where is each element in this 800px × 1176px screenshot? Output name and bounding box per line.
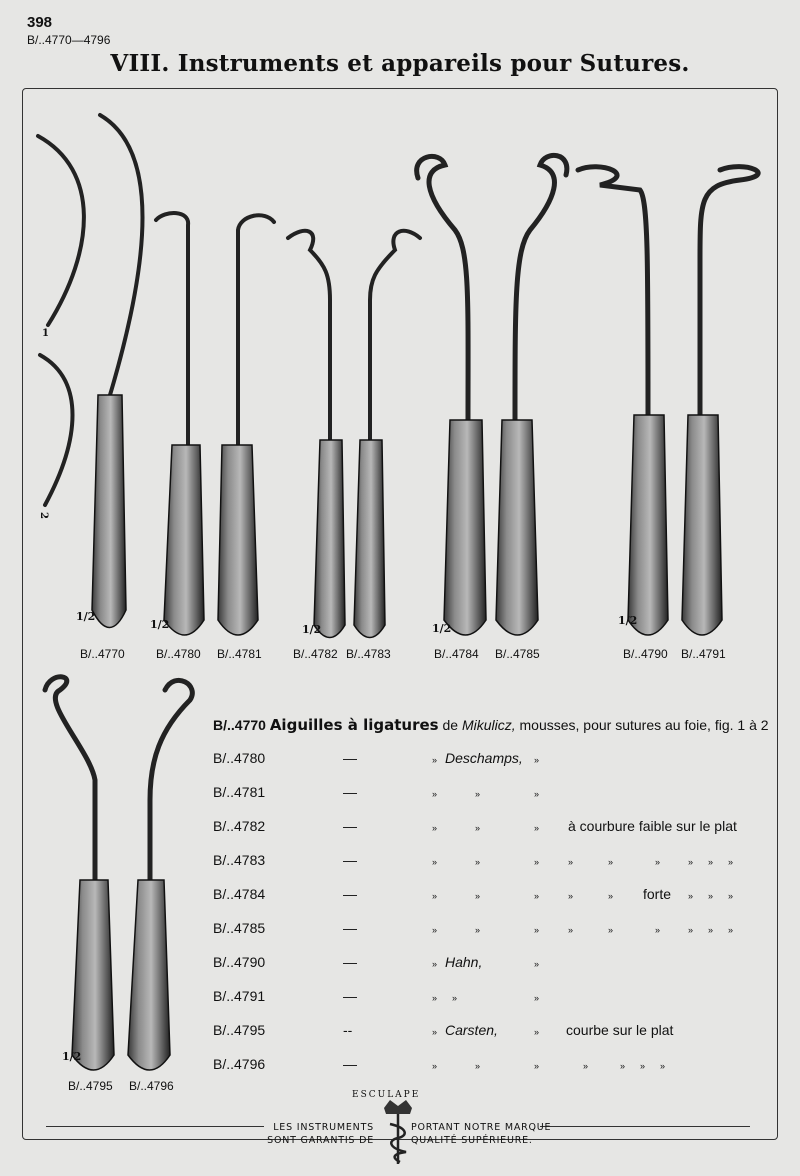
- handle-4783: [354, 440, 385, 638]
- handle-4770: [92, 395, 126, 628]
- label-4784: B/..4784: [434, 647, 479, 661]
- ref-4783: B/..4783: [213, 852, 266, 868]
- footer-rule-left: [46, 1126, 264, 1127]
- ditto: »: [708, 891, 714, 901]
- needle-fig1: [38, 136, 84, 325]
- ditto: »: [608, 891, 614, 901]
- ditto: »: [534, 925, 540, 935]
- page-number: 398: [27, 14, 53, 31]
- preposition-de: de: [442, 717, 459, 733]
- page-range: B/..4770—4796: [27, 33, 111, 47]
- dash-4782: —: [343, 818, 357, 834]
- desc-4782: à courbure faible sur le plat: [568, 818, 737, 834]
- author-hahn: Hahn,: [445, 954, 483, 970]
- ref-4791: B/..4791: [213, 988, 266, 1004]
- ditto: »: [475, 789, 481, 799]
- ditto: »: [568, 891, 574, 901]
- scale-half-4770: 1/2: [76, 610, 96, 623]
- ditto: »: [534, 993, 540, 1003]
- label-4796: B/..4796: [129, 1079, 174, 1093]
- ditto: »: [534, 755, 540, 765]
- ditto: »: [475, 891, 481, 901]
- ref-4782: B/..4782: [213, 818, 266, 834]
- ditto: »: [534, 891, 540, 901]
- dash-4783: —: [343, 852, 357, 868]
- footer-right-line2: QUALITÉ SUPÉRIEURE.: [411, 1135, 533, 1146]
- ditto: »: [534, 1061, 540, 1071]
- scale-half-4795: 1/2: [62, 1050, 82, 1063]
- author-deschamps: Deschamps,: [445, 750, 523, 766]
- ditto: »: [432, 891, 438, 901]
- footer-guarantee-right: [411, 1121, 561, 1147]
- brand-name: ESCULAPE: [352, 1090, 421, 1100]
- footer-guarantee-left: [262, 1121, 374, 1147]
- desc-4770: mousses, pour sutures au foie, fig. 1 à 2: [519, 717, 769, 733]
- footer-left-line2: SONT GARANTIS DE: [267, 1135, 374, 1146]
- catalog-row-4770: [213, 716, 769, 734]
- label-4791: B/..4791: [681, 647, 726, 661]
- handle-4795: [72, 880, 114, 1070]
- dash-4781: —: [343, 784, 357, 800]
- ditto: »: [432, 1061, 438, 1071]
- dash-4796: —: [343, 1056, 357, 1072]
- ditto: »: [708, 925, 714, 935]
- ditto: »: [475, 925, 481, 935]
- label-4795: B/..4795: [68, 1079, 113, 1093]
- author-mikulicz: Mikulicz,: [461, 717, 516, 733]
- ditto: »: [432, 959, 438, 969]
- handle-4782: [314, 440, 345, 638]
- ditto: »: [475, 857, 481, 867]
- ref-4781: B/..4781: [213, 784, 266, 800]
- ditto: »: [728, 925, 734, 935]
- ref-4785: B/..4785: [213, 920, 266, 936]
- label-4770: B/..4770: [80, 647, 125, 661]
- ditto: »: [688, 925, 694, 935]
- ref-4790: B/..4790: [213, 954, 266, 970]
- ditto: »: [620, 1061, 626, 1071]
- scale-half-4780: 1/2: [150, 618, 170, 631]
- needle-fig2: [40, 355, 73, 505]
- ditto: »: [432, 1027, 438, 1037]
- ditto: »: [432, 993, 438, 1003]
- shaft-4770: [100, 115, 143, 395]
- ditto: »: [432, 925, 438, 935]
- ditto: »: [688, 891, 694, 901]
- dash-4780: —: [343, 750, 357, 766]
- ditto: »: [534, 823, 540, 833]
- ditto: »: [432, 789, 438, 799]
- author-carsten: Carsten,: [445, 1022, 498, 1038]
- ditto: »: [728, 891, 734, 901]
- ditto: »: [432, 823, 438, 833]
- handle-4781: [218, 445, 258, 635]
- dash-4791: —: [343, 988, 357, 1004]
- ditto: »: [475, 1061, 481, 1071]
- footer-right-line1: PORTANT NOTRE MARQUE: [411, 1122, 552, 1133]
- ditto: »: [608, 925, 614, 935]
- ditto: »: [608, 857, 614, 867]
- ditto: »: [640, 1061, 646, 1071]
- ditto: »: [688, 857, 694, 867]
- figure-number-2: 2: [37, 512, 49, 519]
- label-4782: B/..4782: [293, 647, 338, 661]
- ditto: »: [728, 857, 734, 867]
- ref-4780: B/..4780: [213, 750, 266, 766]
- label-4780: B/..4780: [156, 647, 201, 661]
- dash-4795: --: [343, 1022, 353, 1038]
- desc-4795: courbe sur le plat: [566, 1022, 674, 1038]
- handle-4790: [628, 415, 668, 635]
- ditto: »: [534, 959, 540, 969]
- item-name-4770: Aiguilles à ligatures: [269, 716, 439, 734]
- ditto: »: [534, 789, 540, 799]
- label-4785: B/..4785: [495, 647, 540, 661]
- ditto: »: [655, 925, 661, 935]
- handle-4785: [496, 420, 538, 635]
- footer-rule-right: [540, 1126, 750, 1127]
- dash-4785: —: [343, 920, 357, 936]
- ref-4784: B/..4784: [213, 886, 266, 902]
- handle-4780: [164, 445, 204, 635]
- ditto: »: [655, 857, 661, 867]
- ditto: »: [568, 857, 574, 867]
- ditto: »: [534, 857, 540, 867]
- dash-4790: —: [343, 954, 357, 970]
- ditto: »: [432, 857, 438, 867]
- label-4783: B/..4783: [346, 647, 391, 661]
- ditto: »: [708, 857, 714, 867]
- figure-number-1: 1: [42, 328, 49, 339]
- ditto: »: [432, 755, 438, 765]
- label-4781: B/..4781: [217, 647, 262, 661]
- ditto: »: [452, 993, 458, 1003]
- ref-4796: B/..4796: [213, 1056, 266, 1072]
- ref-4770: B/..4770: [213, 717, 266, 733]
- ditto: »: [568, 925, 574, 935]
- ditto: »: [534, 1027, 540, 1037]
- handle-4796: [128, 880, 170, 1070]
- scale-half-4784: 1/2: [432, 622, 452, 635]
- ditto: »: [475, 823, 481, 833]
- page-title: VIII. Instruments et appareils pour Sutures.: [110, 50, 690, 77]
- ditto: »: [660, 1061, 666, 1071]
- dash-4784: —: [343, 886, 357, 902]
- label-4790: B/..4790: [623, 647, 668, 661]
- ref-4795: B/..4795: [213, 1022, 266, 1038]
- desc-4784: forte: [643, 886, 672, 902]
- scale-half-4782: 1/2: [302, 623, 322, 636]
- handle-4784: [444, 420, 486, 635]
- footer-left-line1: LES INSTRUMENTS: [273, 1122, 374, 1133]
- scale-half-4790: 1/2: [618, 614, 638, 627]
- handle-4791: [682, 415, 722, 635]
- ditto: »: [583, 1061, 589, 1071]
